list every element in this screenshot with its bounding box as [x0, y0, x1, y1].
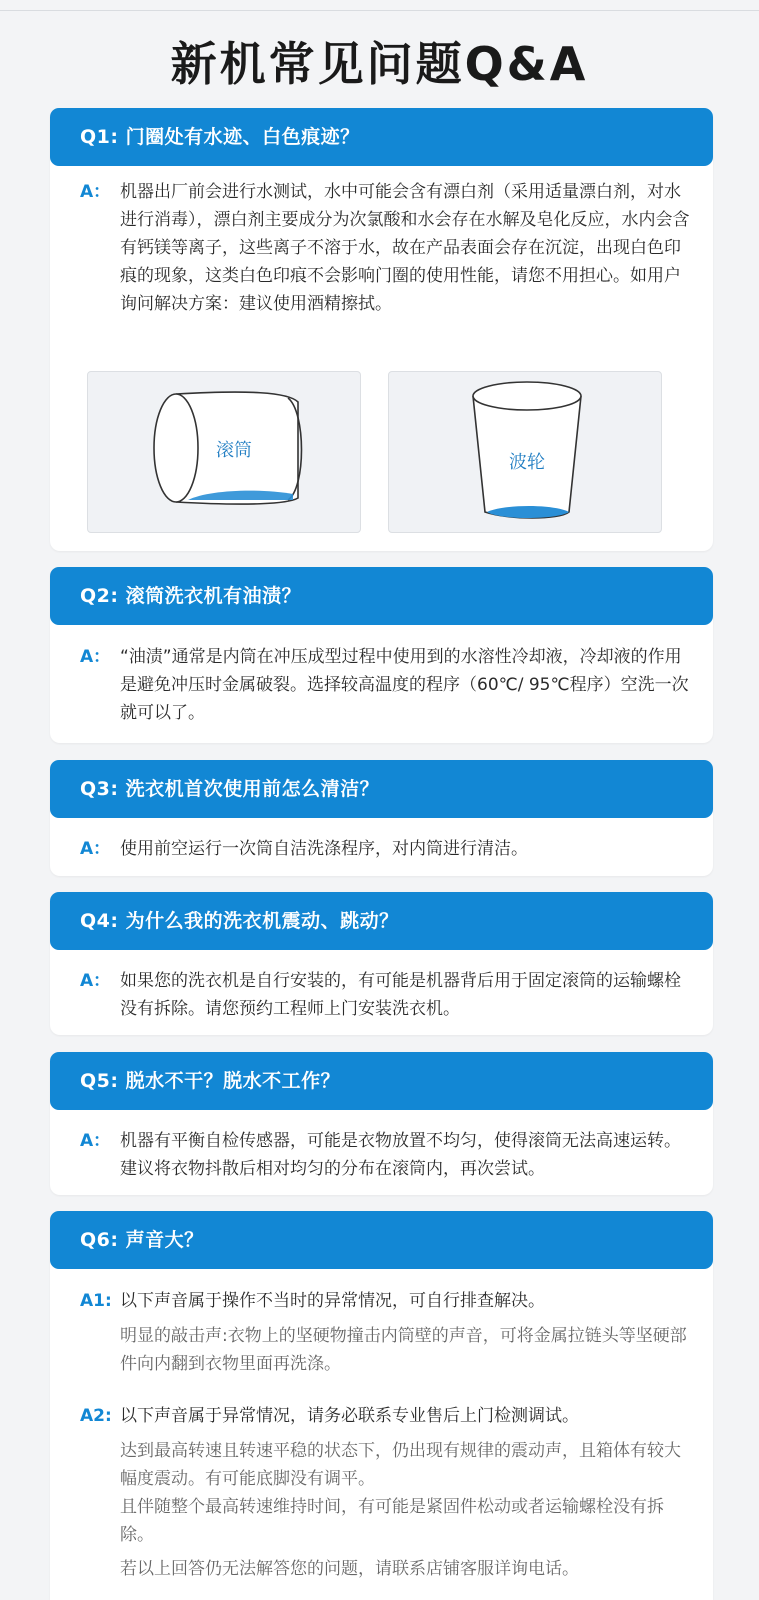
a2-text: 以下声音属于异常情况，请务必联系专业售后上门检测调试。: [120, 1406, 579, 1426]
q5-answer: [80, 1127, 690, 1183]
q5-answer-text: 机器有平衡自检传感器，可能是衣物放置不均匀，使得滚筒无法高速运转。建议将衣物抖散后相对均匀的分布在滚筒内，再次尝试。: [120, 1131, 681, 1179]
drum-illustration: [87, 371, 361, 533]
q2-question-bar: Q2: 滚筒洗衣机有油渍？: [50, 567, 713, 625]
impeller-illustration: [388, 371, 662, 533]
q4-answer-text: 如果您的洗衣机是自行安装的，有可能是机器背后用于固定滚筒的运输螺栓没有拆除。请您预约工程师上门安装洗衣机。: [120, 971, 681, 1019]
answer-label: A：: [80, 971, 111, 991]
answer-label: A：: [80, 1131, 111, 1151]
q6-a2: [80, 1402, 690, 1430]
q6-a2-detail-2: [80, 1493, 690, 1549]
a2-label: A2:: [80, 1406, 112, 1426]
top-divider: [0, 10, 759, 11]
q2-answer: [80, 643, 690, 727]
a2-detail-text-1: 达到最高转速且转速平稳的状态下，仍出现有规律的震动声，且箱体有较大幅度震动。有可能底脚没有调平。: [120, 1441, 681, 1489]
answer-label: A：: [80, 647, 111, 667]
a2-detail-text-2: 且伴随整个最高转速维持时间，有可能是紧固件松动或者运输螺栓没有拆除。: [120, 1497, 664, 1545]
page-title: 新机常见问题Q&A: [170, 37, 589, 91]
q6-a2-detail-1: [80, 1437, 690, 1493]
q5-question-bar: Q5: 脱水不干？脱水不工作？: [50, 1052, 713, 1110]
footer-text: 若以上回答仍无法解答您的问题，请联系店铺客服详询电话。: [120, 1559, 579, 1579]
q3-question-bar: Q3: 洗衣机首次使用前怎么清洁？: [50, 760, 713, 818]
q1-answer: [80, 178, 690, 318]
q6-question-bar: Q6: 声音大？: [50, 1211, 713, 1269]
q1-answer-text: 机器出厂前会进行水测试，水中可能会含有漂白剂（采用适量漂白剂，对水进行消毒），漂白剂主要成分为次氯酸和水会存在水解及皂化反应，水内会含有钙镁等离子，这些离子不溶于水，故在产品表面会存在沉淀，出现白色印痕的现象，这类白色印痕不会影响门圈的使用性能，请您不用担心。如用户询问解决方案：建议使用酒精擦拭。: [120, 182, 690, 314]
q3-answer-text: 使用前空运行一次筒自洁洗涤程序，对内筒进行清洁。: [120, 839, 528, 859]
q4-question-bar: Q4: 为什么我的洗衣机震动、跳动？: [50, 892, 713, 950]
q3-answer: [80, 835, 690, 863]
a1-label: A1:: [80, 1291, 112, 1311]
impeller-label: 波轮: [509, 452, 545, 473]
q6-a1: [80, 1287, 690, 1315]
drum-label: 滚筒: [216, 440, 252, 461]
q2-answer-text: “油渍”通常是内筒在冲压成型过程中使用到的水溶性冷却液，冷却液的作用是避免冲压时金属破裂。选择较高温度的程序（60℃/ 95℃程序）空洗一次就可以了。: [120, 647, 689, 723]
q4-answer: [80, 967, 690, 1023]
a1-text: 以下声音属于操作不当时的异常情况，可自行排查解决。: [120, 1291, 545, 1311]
q1-question-bar: Q1: 门圈处有水迹、白色痕迹？: [50, 108, 713, 166]
answer-label: A：: [80, 182, 111, 202]
answer-label: A：: [80, 839, 111, 859]
q6-footer: [80, 1555, 690, 1583]
a1-detail-text: 明显的敲击声:衣物上的坚硬物撞击内筒壁的声音，可将金属拉链头等坚硬部件向内翻到衣物里面再洗涤。: [120, 1326, 687, 1374]
q6-a1-detail: [80, 1322, 690, 1378]
